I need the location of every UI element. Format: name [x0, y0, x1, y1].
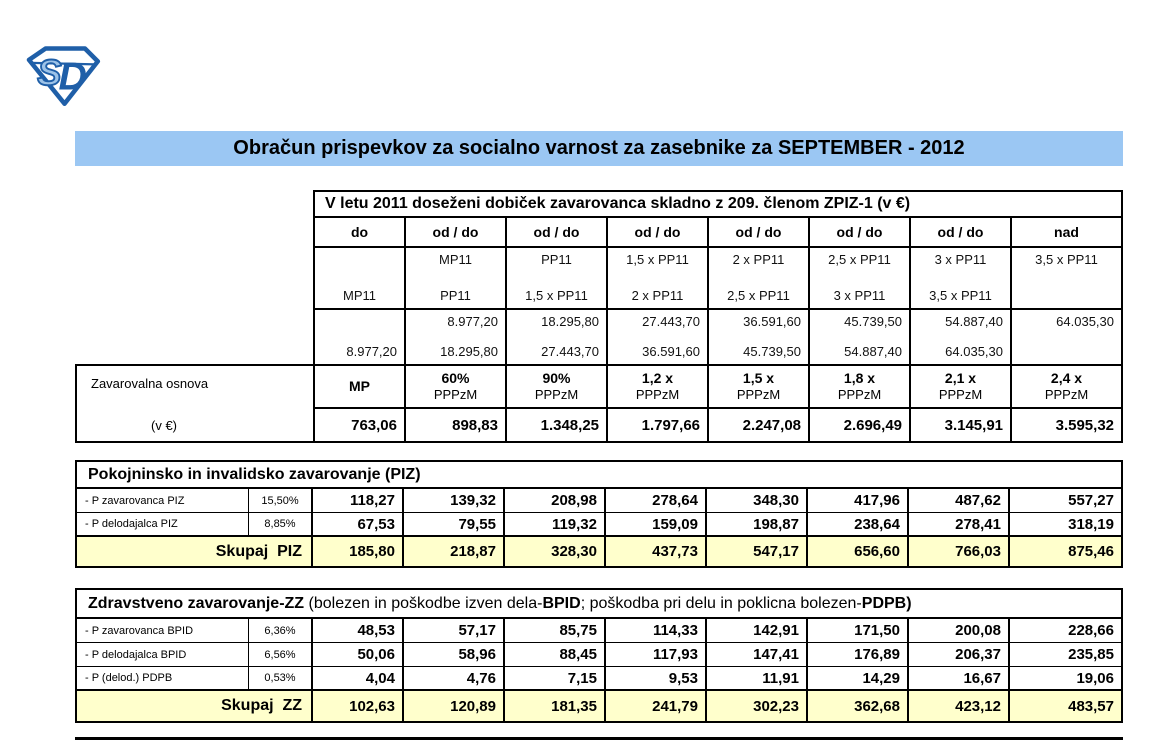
- value-cell: 118,27: [313, 489, 404, 512]
- amount-cell: 36.591,60 45.739,50: [709, 310, 810, 364]
- piz-row-zavarovanca: [77, 489, 1121, 513]
- range-header-cell: od / do: [911, 218, 1012, 246]
- range-header-cell: od / do: [507, 218, 608, 246]
- total-value-cell: 362,68: [808, 691, 909, 721]
- base-values-row: [315, 409, 1121, 441]
- value-cell: 198,87: [707, 513, 808, 535]
- total-value-cell: 218,87: [404, 537, 505, 566]
- value-cell: 206,37: [909, 643, 1010, 666]
- total-value-cell: 181,35: [505, 691, 606, 721]
- value-cell: 235,85: [1068, 646, 1114, 663]
- rate-cell: 6,36%: [249, 619, 313, 642]
- value-cell: 278,41: [909, 513, 1010, 535]
- value-cell: 208,98: [505, 489, 606, 512]
- bound-cell: 2,5 x PP11 3 x PP11: [810, 248, 911, 308]
- row-label: - P zavarovanca BPID: [77, 619, 249, 642]
- value-cell: 4,04: [313, 667, 404, 689]
- sd-diamond-logo-icon: [24, 44, 102, 106]
- total-value-cell: 656,60: [808, 537, 909, 566]
- row-label: - P delodajalca BPID: [77, 643, 249, 666]
- value-cell: 19,06: [1076, 669, 1114, 687]
- base-value-cell: 2.247,08: [709, 409, 810, 441]
- zz-row-pdpb: [77, 667, 1121, 691]
- base-factor-cell: 1,2 x PPPzM: [608, 366, 709, 407]
- next-section-top-border: [75, 737, 1123, 740]
- base-unit-label: (v €): [151, 418, 177, 433]
- value-cell: 417,96: [808, 489, 909, 512]
- total-value-cell: 766,03: [909, 537, 1010, 566]
- value-cell: 142,91: [707, 619, 808, 642]
- bound-cell: 3 x PP11 3,5 x PP11: [911, 248, 1012, 308]
- value-cell: 171,50: [808, 619, 909, 642]
- value-cell: 228,66: [1068, 622, 1114, 639]
- range-header-cell: od / do: [810, 218, 911, 246]
- total-value-cell: 241,79: [606, 691, 707, 721]
- value-cell: 139,32: [404, 489, 505, 512]
- base-value-cell: 3.595,32: [1055, 416, 1114, 434]
- base-label: Zavarovalna osnova: [91, 376, 209, 391]
- total-value-cell: 102,63: [313, 691, 404, 721]
- row-label: - P (delod.) PDPB: [77, 667, 249, 689]
- bound-labels-row: [315, 248, 1121, 310]
- total-value-cell: 302,23: [707, 691, 808, 721]
- value-cell: 557,27: [1068, 492, 1114, 509]
- value-cell: 119,32: [505, 513, 606, 535]
- rate-cell: 0,53%: [249, 667, 313, 689]
- base-value-cell: 3.145,91: [911, 409, 1012, 441]
- amount-cell: 27.443,70 36.591,60: [608, 310, 709, 364]
- zz-total-label: Skupaj ZZ: [77, 691, 313, 721]
- amount-cell: 8.977,20 18.295,80: [406, 310, 507, 364]
- rate-cell: 6,56%: [249, 643, 313, 666]
- value-cell: 9,53: [606, 667, 707, 689]
- total-value-cell: 875,46: [1068, 543, 1114, 560]
- profit-table-title: V letu 2011 doseženi dobiček zavarovanca skladno z 209. členom ZPIZ-1 (v €): [325, 195, 911, 212]
- total-value-cell: 423,12: [909, 691, 1010, 721]
- bound-cell: MP11 PP11: [406, 248, 507, 308]
- value-cell: 48,53: [313, 619, 404, 642]
- amount-cell: 8.977,20: [315, 310, 406, 364]
- range-header-cell: od / do: [709, 218, 810, 246]
- total-value-cell: 437,73: [606, 537, 707, 566]
- value-cell: 14,29: [808, 667, 909, 689]
- piz-header-row: [77, 462, 1121, 489]
- value-cell: 147,41: [707, 643, 808, 666]
- base-value-cell: 1.797,66: [608, 409, 709, 441]
- amount-cell: 54.887,40 64.035,30: [911, 310, 1012, 364]
- base-factors-row: [315, 366, 1121, 409]
- zz-row-zavarovanca: [77, 619, 1121, 643]
- rate-cell: 15,50%: [249, 489, 313, 512]
- piz-total-label: Skupaj PIZ: [77, 537, 313, 566]
- base-label-box: [75, 364, 313, 443]
- piz-total-row: [77, 537, 1121, 566]
- bound-cell: 3,5 x PP11: [1035, 252, 1098, 267]
- value-cell: 88,45: [505, 643, 606, 666]
- range-header-cell: do: [315, 218, 406, 246]
- value-cell: 4,76: [404, 667, 505, 689]
- value-cell: 114,33: [606, 619, 707, 642]
- profit-bounds-table: [313, 190, 1123, 443]
- amount-cell: 45.739,50 54.887,40: [810, 310, 911, 364]
- base-factor-cell: 90% PPPzM: [507, 366, 608, 407]
- title-banner: [75, 131, 1123, 166]
- base-factor-cell: 60% PPPzM: [406, 366, 507, 407]
- value-cell: 57,17: [404, 619, 505, 642]
- rate-cell: 8,85%: [249, 513, 313, 535]
- total-value-cell: 547,17: [707, 537, 808, 566]
- piz-row-delodajalca: [77, 513, 1121, 537]
- value-cell: 16,67: [909, 667, 1010, 689]
- value-cell: 278,64: [606, 489, 707, 512]
- svg-text:D: D: [58, 54, 87, 99]
- value-cell: 67,53: [313, 513, 404, 535]
- piz-section-title: Pokojninsko in invalidsko zavarovanje (PIZ): [88, 465, 421, 483]
- bound-cell: 1,5 x PP11 2 x PP11: [608, 248, 709, 308]
- svg-text:S: S: [37, 51, 62, 93]
- range-header-cell: nad: [1054, 224, 1079, 240]
- value-cell: 50,06: [313, 643, 404, 666]
- value-cell: 200,08: [909, 619, 1010, 642]
- value-cell: 238,64: [808, 513, 909, 535]
- row-label: - P delodajalca PIZ: [77, 513, 249, 535]
- value-cell: 318,19: [1068, 515, 1114, 533]
- base-value-cell: 2.696,49: [810, 409, 911, 441]
- range-header-cell: od / do: [608, 218, 709, 246]
- base-factor-cell: 2,4 x PPPzM: [1044, 369, 1089, 403]
- value-cell: 7,15: [505, 667, 606, 689]
- bound-amounts-row: [315, 310, 1121, 366]
- base-factor-cell: 1,8 x PPPzM: [810, 366, 911, 407]
- zz-row-delodajalca: [77, 643, 1121, 667]
- range-header-cell: od / do: [406, 218, 507, 246]
- value-cell: 348,30: [707, 489, 808, 512]
- total-value-cell: 185,80: [313, 537, 404, 566]
- value-cell: 159,09: [606, 513, 707, 535]
- total-value-cell: 120,89: [404, 691, 505, 721]
- base-factor-cell: 2,1 x PPPzM: [911, 366, 1012, 407]
- value-cell: 85,75: [505, 619, 606, 642]
- value-cell: 79,55: [404, 513, 505, 535]
- value-cell: 58,96: [404, 643, 505, 666]
- base-value-cell: 763,06: [315, 409, 406, 441]
- page-title: Obračun prispevkov za socialno varnost za zasebnike za SEPTEMBER - 2012: [233, 137, 965, 159]
- zz-table: [75, 588, 1123, 723]
- bound-cell: PP11 1,5 x PP11: [507, 248, 608, 308]
- base-factor-cell: MP: [315, 366, 406, 407]
- value-cell: 11,91: [707, 667, 808, 689]
- profit-title-row: [315, 192, 1121, 218]
- range-header-row: [315, 218, 1121, 248]
- value-cell: 176,89: [808, 643, 909, 666]
- zz-total-row: [77, 691, 1121, 721]
- value-cell: 487,62: [909, 489, 1010, 512]
- base-factor-cell: 1,5 x PPPzM: [709, 366, 810, 407]
- amount-cell: 64.035,30: [1056, 314, 1114, 329]
- total-value-cell: 483,57: [1068, 697, 1114, 715]
- row-label: - P zavarovanca PIZ: [77, 489, 249, 512]
- base-value-cell: 1.348,25: [507, 409, 608, 441]
- bound-cell: MP11: [315, 248, 406, 308]
- piz-table: [75, 460, 1123, 568]
- value-cell: 117,93: [606, 643, 707, 666]
- total-value-cell: 328,30: [505, 537, 606, 566]
- zz-section-title: Zdravstveno zavarovanje-ZZ (bolezen in poškodbe izven dela- BPID ; poškodba pri delu in poklicna bolezen- PDPB): [88, 594, 912, 612]
- bound-cell: 2 x PP11 2,5 x PP11: [709, 248, 810, 308]
- zz-header-row: [77, 590, 1121, 619]
- base-value-cell: 898,83: [406, 409, 507, 441]
- amount-cell: 18.295,80 27.443,70: [507, 310, 608, 364]
